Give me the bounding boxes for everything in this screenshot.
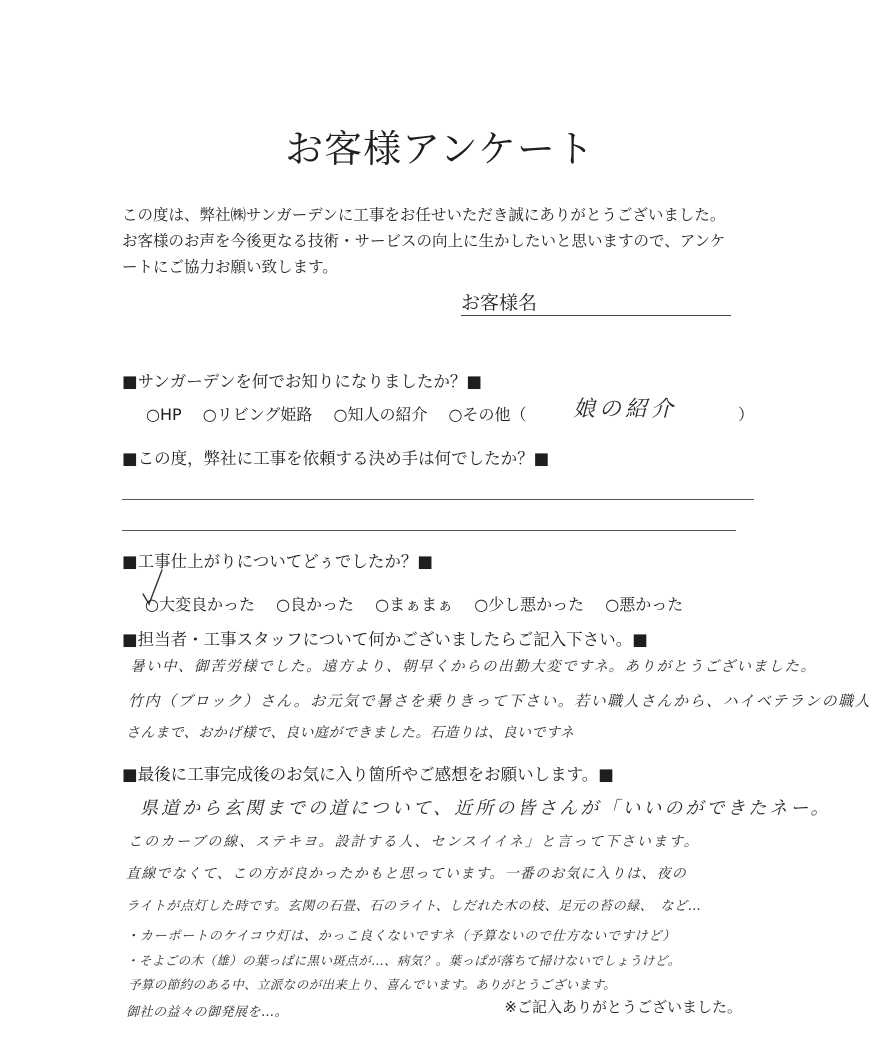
q3-question: ■工事仕上がりについてどぅでしたか？■ [122, 552, 434, 571]
customer-name-line [461, 315, 731, 316]
q2-question: ■この度，弊社に工事を依頼する決め手は何でしたか？■ [122, 449, 550, 468]
q5-answer-line-7: 予算の節約のある中、立派なのが出来上り、喜んでいます。ありがとうございます。 [128, 977, 617, 992]
q5-answer-line-5: ・カーポートのケイコウ灯は、かっこ良くないですネ（予算ないので仕方ないですけど） [126, 929, 677, 944]
customer-name-label: お客様名 [461, 292, 538, 314]
q1-options [146, 402, 533, 425]
q5-answer-line-1: 県道から玄関までの道について、近所の皆さんが「いいのができたネー。 [140, 798, 832, 819]
q3-option-average: ○まぁまぁ [375, 595, 454, 614]
intro-line-1: この度は、弊社㈱サンガーデンに工事をお任せいただき誠にありがとうございました。 [122, 206, 726, 224]
q4-answer-line-2: 竹内（ブロック）さん。お元気で暑さを乗りきって下さい。若い職人さんから、ハイベテランの職人 [128, 692, 872, 710]
q5-answer-line-8: 御社の益々の御発展を…。 [126, 1005, 289, 1020]
q3-option-bad: ○悪かった [605, 595, 684, 614]
q1-option-hp: ○HP [146, 405, 182, 424]
q5-question: ■最後に工事完成後のお気に入り箇所やご感想をお願いします。■ [122, 765, 614, 784]
q2-answer-line-1 [122, 499, 754, 500]
q4-answer-line-1: 暑い中、御苦労様でした。遠方より、朝早くからの出勤大変ですネ。ありがとうございました。 [130, 659, 817, 675]
intro-line-3: ートにご協力お願い致します。 [122, 258, 338, 276]
q4-question: ■担当者・工事スタッフについて何かございましたらご記入下さい。■ [122, 630, 648, 649]
q1-question: ■サンガーデンを何でお知りになりましたか？■ [122, 372, 483, 391]
q2-answer-line-2 [122, 530, 736, 531]
closing-note: ※ご記入ありがとうございました。 [504, 998, 742, 1016]
q1-other-answer: 娘の紹介 [573, 397, 678, 422]
q1-option-other: ○その他（ [448, 405, 527, 424]
q3-options [145, 592, 699, 615]
q3-option-good: ○良かった [276, 595, 355, 614]
q1-close-paren: ） [738, 405, 755, 424]
q4-answer-line-3: さんまで、おかげ様で、良い庭ができました。石造りは、良いですネ [126, 725, 575, 741]
q5-answer-line-3: 直線でなくて、この方が良かったかもと思っています。一番のお気に入りは、夜の [126, 866, 687, 882]
intro-line-2: お客様のお声を今後更なる技術・サービスの向上に生かしたいと思いますので、アンケ [122, 232, 726, 250]
q5-answer-line-2: このカーブの線、ステキヨ。設計する人、センスイイネ」と言って下さいます。 [128, 834, 700, 850]
q3-option-very-good: ○大変良かった [145, 595, 255, 614]
q1-option-living-himeji: ○リビング姫路 [202, 405, 313, 424]
q1-option-acquaintance: ○知人の紹介 [333, 405, 428, 424]
q3-option-slightly-bad: ○少し悪かった [474, 595, 585, 614]
q5-answer-line-6: ・そよごの木（雄）の葉っぱに黒い斑点が…、病気？。葉っぱが落ちて掃けないでしょうけど。 [126, 953, 681, 968]
q5-answer-line-4: ライトが点灯した時です。玄関の石畳、石のライト、しだれた木の枝、足元の苔の緑、 など… [126, 899, 702, 914]
page-title: お客様アンケート [285, 127, 595, 171]
